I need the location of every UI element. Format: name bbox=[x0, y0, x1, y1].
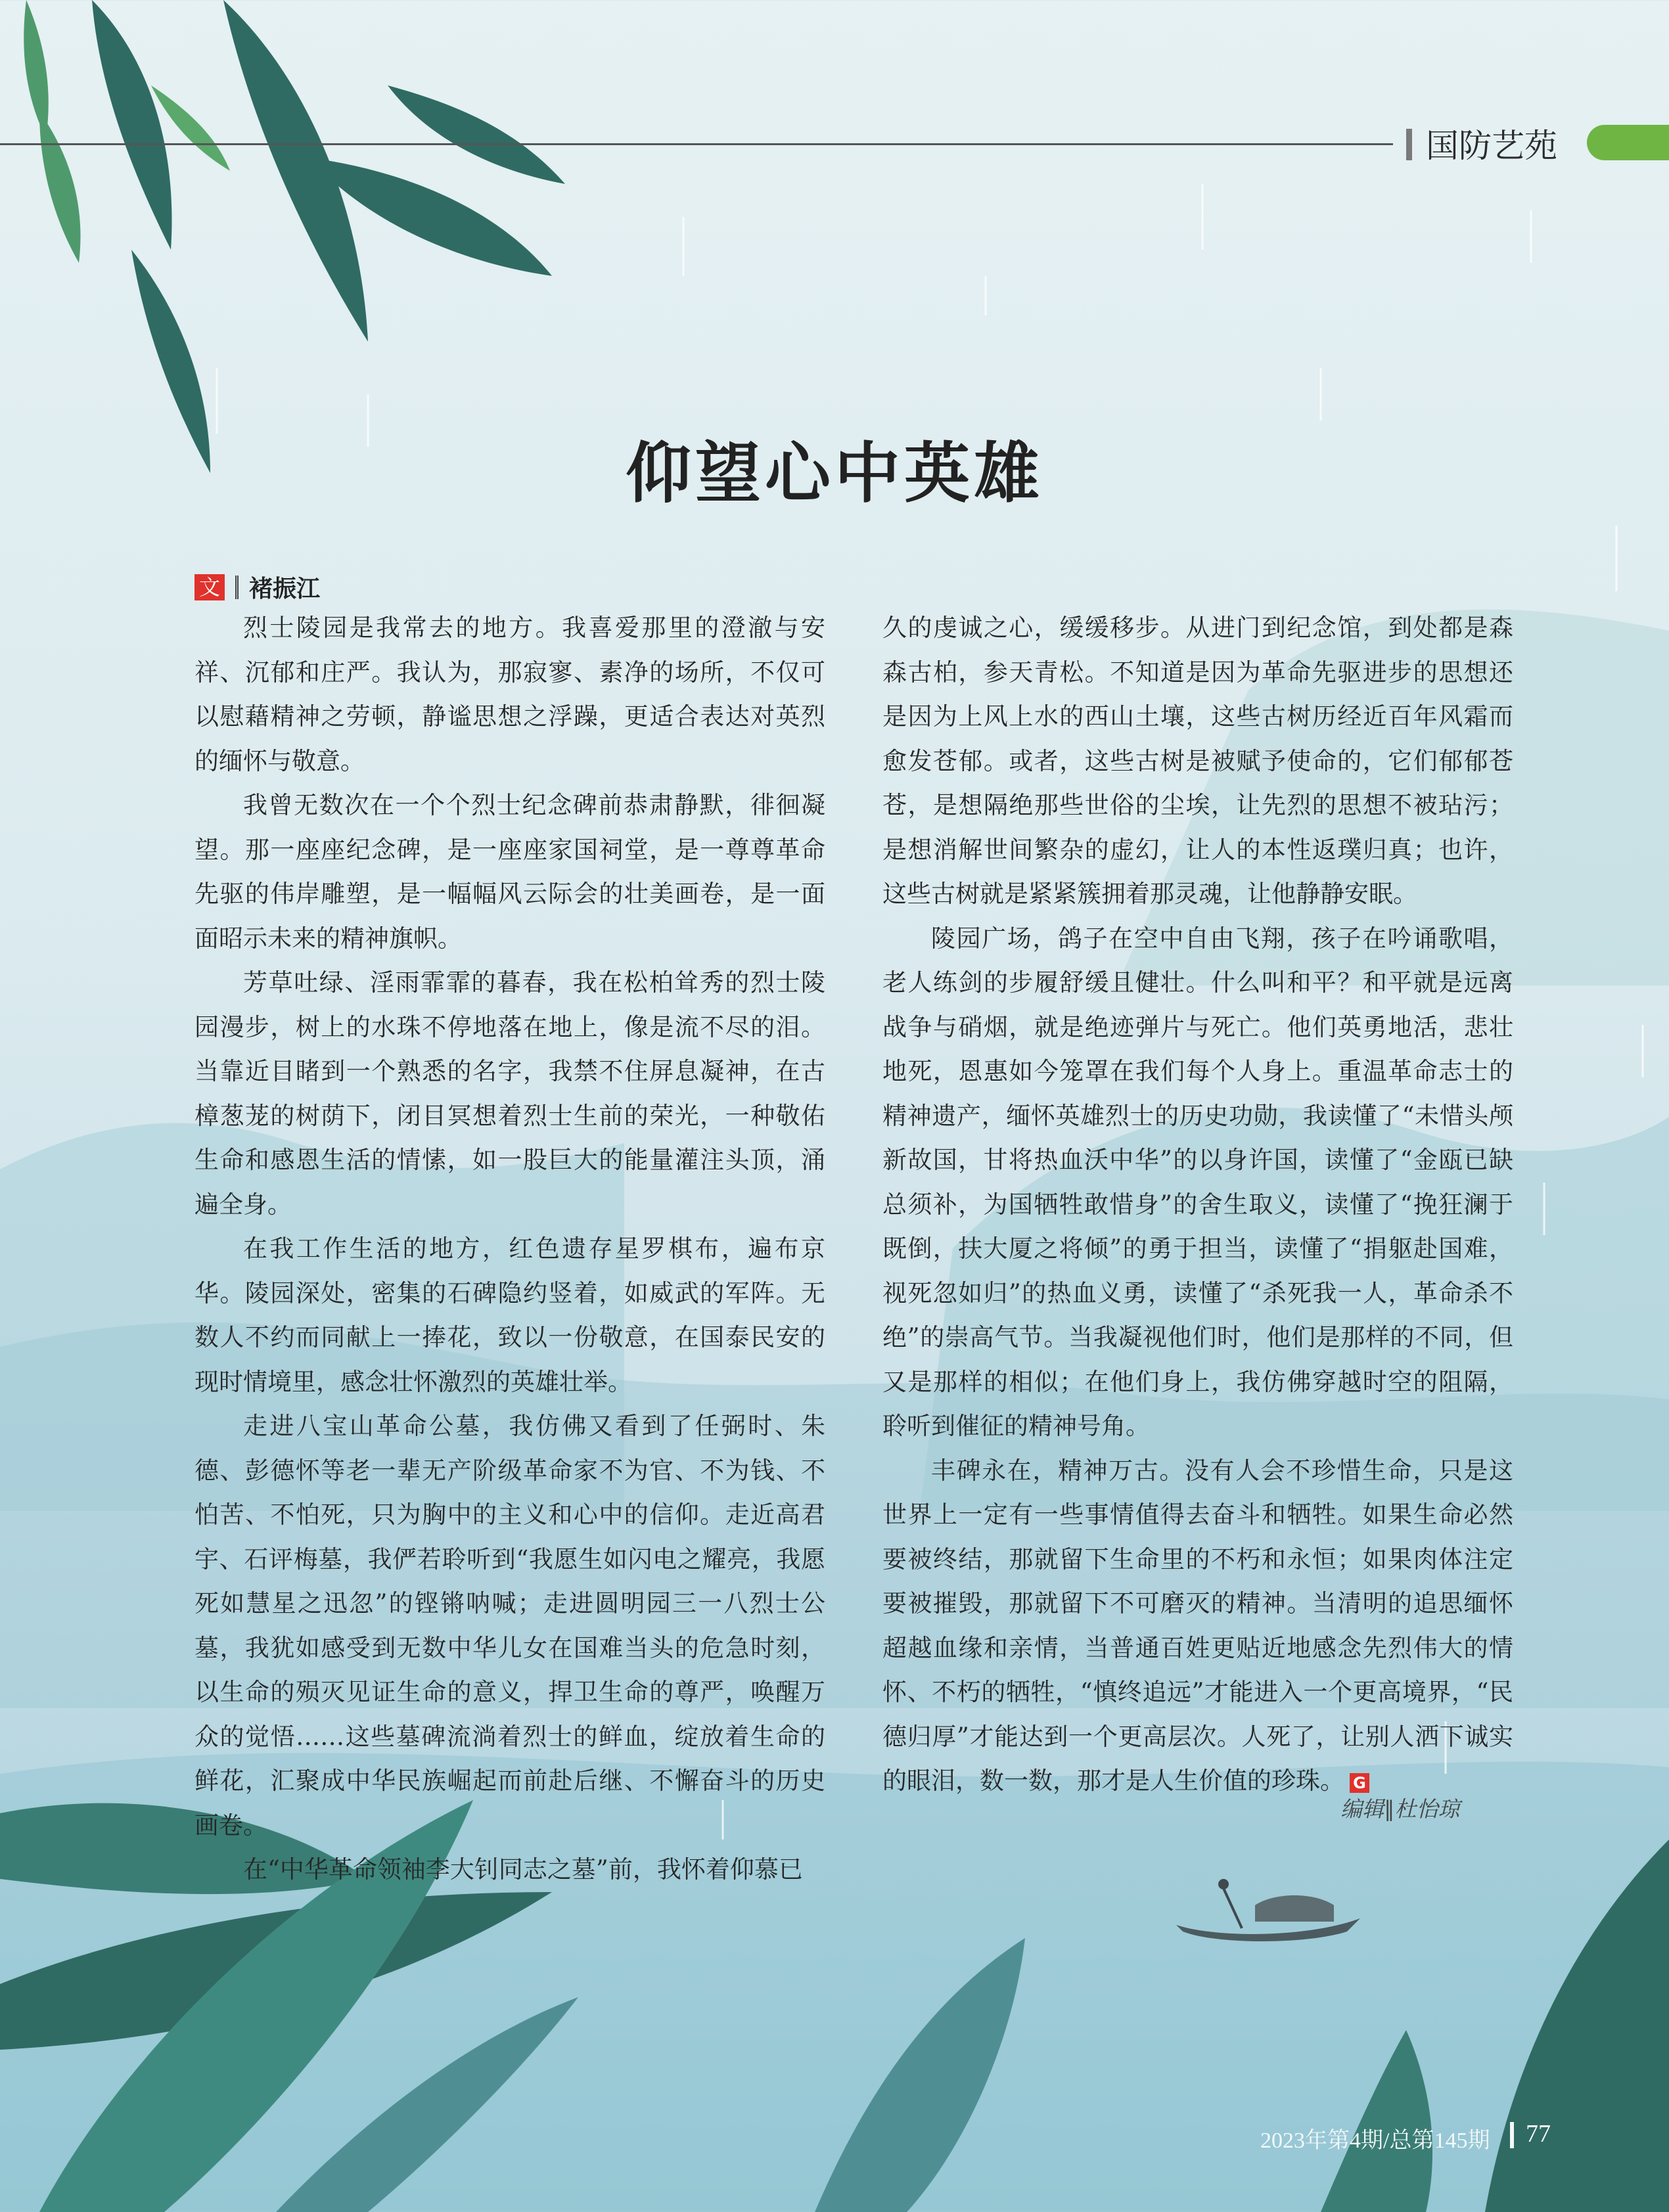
paragraph: 走进八宝山革命公墓，我仿佛又看到了任弼时、朱德、彭德怀等老一辈无产阶级革命家不为官、不为钱、不怕苦、不怕死，只为胸中的主义和心中的信仰。走近高君宇、石评梅墓，我俨若聆听到“我愿生如闪电之耀亮，我愿死如慧星之迅忽”的铿锵呐喊；走进圆明园三一八烈士公墓，我犹如感受到无数中华儿女在国难当头的危急时刻，以生命的殒灭见证生命的意义，捍卫生命的尊严，唤醒万众的觉悟……这些墓碑流淌着烈士的鲜血，绽放着生命的鲜花，汇聚成中华民族崛起而前赴后继、不懈奋斗的历史画卷。 bbox=[194, 1412, 825, 1840]
header-rule bbox=[0, 143, 1393, 145]
paragraph: 在“中华革命领袖李大钊同志之墓”前，我怀着仰慕已 bbox=[243, 1855, 803, 1884]
author-name: 褚振江 bbox=[249, 576, 321, 602]
left-column bbox=[194, 606, 825, 1892]
paragraph-text: 丰碑永在，精神万古。没有人会不珍惜生命，只是这世界上一定有一些事情值得去奋斗和牺牲。如果生命必然要被终结，那就留下生命里的不朽和永恒；如果肉体注定要被摧毁，那就留下不可磨灭的精神。当清明的追思缅怀超越血缘和亲情，当普通百姓更贴近地感念先烈伟大的情怀、不朽的牺牲，“慎终追远”才能进入一个更高境界，“民德归厚”才能达到一个更高层次。人死了，让别人洒下诚实的眼泪，数一数，那才是人生价值的珍珠。 bbox=[882, 1456, 1513, 1795]
page-number: 77 bbox=[1526, 2120, 1551, 2148]
right-column bbox=[882, 606, 1513, 1803]
section-marker-bar bbox=[1406, 129, 1412, 160]
byline bbox=[194, 570, 320, 604]
footer-separator bbox=[1510, 2122, 1514, 2148]
paragraph: 陵园广场，鸽子在空中自由飞翔，孩子在吟诵歌唱，老人练剑的步履舒缓且健壮。什么叫和平？和平就是远离战争与硝烟，就是绝迹弹片与死亡。他们英勇地活，悲壮地死，恩惠如今笼罩在我们每个人身上。重温革命志士的精神遗产，缅怀英雄烈士的历史功勋，我读懂了“未惜头颅新故国，甘将热血沃中华”的以身许国，读懂了“金瓯已缺总须补，为国牺牲敢惜身”的舍生取义，读懂了“挽狂澜于既倒，扶大厦之将倾”的勇于担当，读懂了“捐躯赴国难，视死忽如归”的热血义勇，读懂了“杀死我一人，革命杀不绝”的崇高气节。当我凝视他们时，他们是那样的不同，但又是那样的相似；在他们身上，我仿佛穿越时空的阻隔，聆听到催征的精神号角。 bbox=[882, 924, 1513, 1440]
paragraph-last bbox=[882, 1449, 1513, 1803]
paragraph: 烈士陵园是我常去的地方。我喜爱那里的澄澈与安祥、沉郁和庄严。我认为，那寂寥、素净的场所，不仅可以慰藉精神之劳顿，静谧思想之浮躁，更适合表达对英烈的缅怀与敬意。 bbox=[194, 614, 825, 775]
paragraph: 芳草吐绿、淫雨霏霏的暮春，我在松柏耸秀的烈士陵园漫步，树上的水珠不停地落在地上，像是流不尽的泪。当靠近目睹到一个熟悉的名字，我禁不住屏息凝神，在古樟葱茏的树荫下，闭目冥想着烈士生前的荣光，一种敬佑生命和感恩生活的情愫，如一股巨大的能量灌注头顶，涌遍全身。 bbox=[194, 968, 825, 1219]
article-title: 仰望心中英雄 bbox=[626, 435, 1043, 512]
paragraph: 在我工作生活的地方，红色遗存星罗棋布，遍布京华。陵园深处，密集的石碑隐约竖着，如威武的军阵。无数人不约而同献上一捧花，致以一份敬意，在国泰民安的现时情境里，感念壮怀激烈的英雄壮举。 bbox=[194, 1234, 825, 1396]
byline-mark: 文 bbox=[194, 574, 225, 600]
section-green-tab bbox=[1587, 125, 1669, 160]
byline-separator bbox=[235, 576, 239, 599]
issue-info: 2023年第4期/总第145期 bbox=[1260, 2129, 1490, 2153]
editor-credit: 编辑∥杜怡琼 bbox=[1340, 1796, 1460, 1822]
end-mark-icon: G bbox=[1350, 1773, 1369, 1793]
paragraph: 我曾无数次在一个个烈士纪念碑前恭肃静默，徘徊凝望。那一座座纪念碑，是一座座家国祠堂，是一尊尊革命先驱的伟岸雕塑，是一幅幅风云际会的壮美画卷，是一面面昭示未来的精神旗帜。 bbox=[194, 791, 825, 953]
section-label: 国防艺苑 bbox=[1426, 127, 1557, 165]
paragraph: 久的虔诚之心，缓缓移步。从进门到纪念馆，到处都是森森古柏，参天青松。不知道是因为革命先驱进步的思想还是因为上风上水的西山土壤，这些古树历经近百年风霜而愈发苍郁。或者，这些古树是被赋予使命的，它们郁郁苍苍，是想隔绝那些世俗的尘埃，让先烈的思想不被玷污；是想消解世间繁杂的虚幻，让人的本性返璞归真；也许，这些古树就是紧紧簇拥着那灵魂，让他静静安眠。 bbox=[882, 614, 1513, 908]
